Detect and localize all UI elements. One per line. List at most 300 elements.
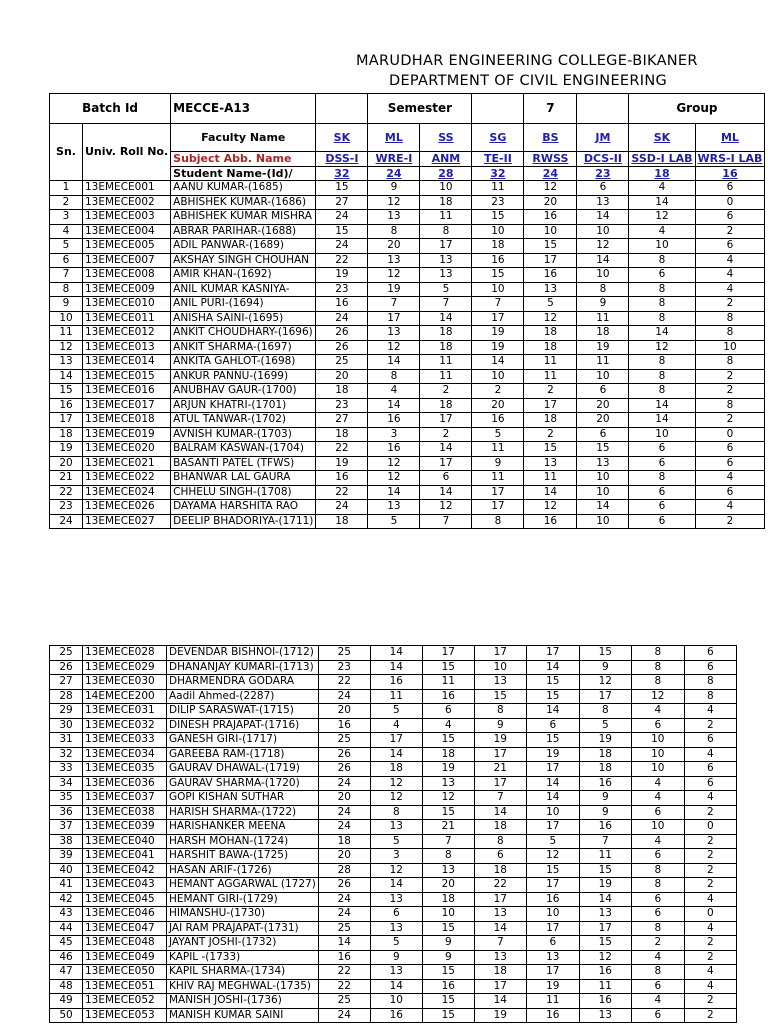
mark-cell: 4 <box>684 704 736 719</box>
name-cell: DEELIP BHADORIYA-(1711) <box>171 514 316 529</box>
roll-cell: 13EMECE022 <box>83 471 171 486</box>
roll-cell: 13EMECE026 <box>83 500 171 515</box>
mark-cell: 8 <box>370 805 422 820</box>
table-row <box>50 500 765 515</box>
mark-cell: 4 <box>695 268 765 283</box>
table-row <box>50 210 765 225</box>
name-cell: KAPIL SHARMA-(1734) <box>167 965 319 980</box>
mark-cell: 2 <box>684 863 736 878</box>
mark-cell: 8 <box>695 398 765 413</box>
roll-cell: 13EMECE052 <box>83 994 167 1009</box>
total-link[interactable]: 24 <box>368 166 420 181</box>
mark-cell: 6 <box>631 1008 684 1023</box>
mark-cell: 24 <box>318 892 370 907</box>
name-cell: ANUBHAV GAUR-(1700) <box>171 384 316 399</box>
mark-cell: 7 <box>368 297 420 312</box>
name-cell: HEMANT AGGARWAL (1727) <box>167 878 319 893</box>
subject-link[interactable]: ANM <box>420 152 472 167</box>
mark-cell: 18 <box>422 892 474 907</box>
roll-cell: 13EMECE032 <box>83 718 167 733</box>
mark-cell: 27 <box>316 195 368 210</box>
mark-cell: 13 <box>420 253 472 268</box>
name-cell: ANKIT SHARMA-(1697) <box>171 340 316 355</box>
mark-cell: 16 <box>318 950 370 965</box>
mark-cell: 14 <box>472 355 524 370</box>
mark-cell: 11 <box>420 355 472 370</box>
mark-cell: 16 <box>579 965 631 980</box>
mark-cell: 18 <box>472 239 524 254</box>
total-link[interactable]: 16 <box>695 166 765 181</box>
mark-cell: 4 <box>370 718 422 733</box>
sn-cell: 44 <box>50 921 83 936</box>
mark-cell: 8 <box>695 355 765 370</box>
subject-link[interactable]: DSS-I <box>316 152 368 167</box>
mark-cell: 13 <box>368 500 420 515</box>
mark-cell: 6 <box>695 456 765 471</box>
mark-cell: 6 <box>631 979 684 994</box>
marks-table-1 <box>49 93 765 529</box>
mark-cell: 17 <box>422 646 474 661</box>
mark-cell: 24 <box>318 907 370 922</box>
mark-cell: 26 <box>318 747 370 762</box>
mark-cell: 24 <box>318 776 370 791</box>
table-row <box>50 1008 737 1023</box>
total-link[interactable]: 32 <box>472 166 524 181</box>
mark-cell: 14 <box>370 646 422 661</box>
mark-cell: 13 <box>577 456 629 471</box>
mark-cell: 14 <box>420 485 472 500</box>
roll-cell: 13EMECE017 <box>83 398 171 413</box>
mark-cell: 10 <box>631 733 684 748</box>
mark-cell: 6 <box>631 849 684 864</box>
mark-cell: 24 <box>318 1008 370 1023</box>
mark-cell: 2 <box>631 936 684 951</box>
mark-cell: 6 <box>422 704 474 719</box>
mark-cell: 13 <box>370 820 422 835</box>
mark-cell: 15 <box>316 181 368 196</box>
sn-cell: 43 <box>50 907 83 922</box>
table-row <box>50 355 765 370</box>
roll-cell: 13EMECE003 <box>83 210 171 225</box>
faculty-link[interactable]: SK <box>316 124 368 152</box>
name-cell: AANU KUMAR-(1685) <box>171 181 316 196</box>
name-cell: HIMANSHU-(1730) <box>167 907 319 922</box>
mark-cell: 15 <box>579 863 631 878</box>
mark-cell: 28 <box>318 863 370 878</box>
mark-cell: 8 <box>420 224 472 239</box>
mark-cell: 8 <box>629 471 695 486</box>
table-row <box>50 268 765 283</box>
mark-cell: 18 <box>316 514 368 529</box>
roll-cell: 13EMECE029 <box>83 660 167 675</box>
mark-cell: 0 <box>684 820 736 835</box>
mark-cell: 14 <box>629 413 695 428</box>
name-cell: ANISHA SAINI-(1695) <box>171 311 316 326</box>
mark-cell: 6 <box>631 907 684 922</box>
table-row <box>50 762 737 777</box>
roll-cell: 13EMECE030 <box>83 675 167 690</box>
table-row <box>50 398 765 413</box>
sn-cell: 8 <box>50 282 83 297</box>
mark-cell: 12 <box>420 500 472 515</box>
mark-cell: 2 <box>695 413 765 428</box>
roll-cell: 13EMECE043 <box>83 878 167 893</box>
mark-cell: 19 <box>316 456 368 471</box>
mark-cell: 25 <box>316 355 368 370</box>
mark-cell: 6 <box>629 442 695 457</box>
mark-cell: 10 <box>524 224 577 239</box>
sn-cell: 2 <box>50 195 83 210</box>
roll-cell: 13EMECE035 <box>83 762 167 777</box>
sn-cell: 24 <box>50 514 83 529</box>
mark-cell: 10 <box>631 762 684 777</box>
sn-cell: 6 <box>50 253 83 268</box>
mark-cell: 6 <box>695 239 765 254</box>
mark-cell: 17 <box>526 820 579 835</box>
mark-cell: 17 <box>526 921 579 936</box>
mark-cell: 10 <box>474 660 526 675</box>
mark-cell: 24 <box>318 820 370 835</box>
mark-cell: 9 <box>577 297 629 312</box>
mark-cell: 14 <box>577 210 629 225</box>
mark-cell: 15 <box>577 442 629 457</box>
mark-cell: 20 <box>472 398 524 413</box>
mark-cell: 7 <box>472 297 524 312</box>
mark-cell: 18 <box>370 762 422 777</box>
mark-cell: 10 <box>631 747 684 762</box>
mark-cell: 2 <box>695 384 765 399</box>
mark-cell: 6 <box>577 384 629 399</box>
mark-cell: 14 <box>526 791 579 806</box>
mark-cell: 14 <box>474 921 526 936</box>
mark-cell: 4 <box>684 791 736 806</box>
roll-cell: 13EMECE024 <box>83 485 171 500</box>
name-cell: MANISH KUMAR SAINI <box>167 1008 319 1023</box>
mark-cell: 9 <box>472 456 524 471</box>
mark-cell: 14 <box>370 660 422 675</box>
mark-cell: 2 <box>684 718 736 733</box>
table-row <box>50 369 765 384</box>
mark-cell: 24 <box>316 311 368 326</box>
mark-cell: 13 <box>368 253 420 268</box>
mark-cell: 15 <box>422 660 474 675</box>
name-cell: ANKIT CHOUDHARY-(1696) <box>171 326 316 341</box>
mark-cell: 11 <box>577 311 629 326</box>
table-row <box>50 646 737 661</box>
table-row <box>50 994 737 1009</box>
name-cell: DINESH PRAJAPAT-(1716) <box>167 718 319 733</box>
mark-cell: 2 <box>524 427 577 442</box>
sn-cell: 37 <box>50 820 83 835</box>
mark-cell: 9 <box>579 660 631 675</box>
mark-cell: 15 <box>526 863 579 878</box>
roll-cell: 13EMECE037 <box>83 791 167 806</box>
mark-cell: 18 <box>474 965 526 980</box>
table-row <box>50 384 765 399</box>
mark-cell: 9 <box>579 805 631 820</box>
faculty-link[interactable]: SG <box>472 124 524 152</box>
mark-cell: 24 <box>316 239 368 254</box>
name-cell: BHANWAR LAL GAURA <box>171 471 316 486</box>
mark-cell: 23 <box>316 398 368 413</box>
mark-cell: 22 <box>318 965 370 980</box>
total-link[interactable]: 18 <box>629 166 695 181</box>
mark-cell: 8 <box>629 369 695 384</box>
mark-cell: 17 <box>524 398 577 413</box>
name-cell: HARISH SHARMA-(1722) <box>167 805 319 820</box>
mark-cell: 16 <box>524 268 577 283</box>
sn-cell: 16 <box>50 398 83 413</box>
faculty-link[interactable]: JM <box>577 124 629 152</box>
mark-cell: 9 <box>422 950 474 965</box>
mark-cell: 17 <box>370 733 422 748</box>
mark-cell: 8 <box>695 311 765 326</box>
table-row <box>50 282 765 297</box>
mark-cell: 10 <box>629 239 695 254</box>
mark-cell: 12 <box>368 340 420 355</box>
roll-cell: 13EMECE021 <box>83 456 171 471</box>
total-link[interactable]: 23 <box>577 166 629 181</box>
mark-cell: 6 <box>631 805 684 820</box>
name-cell: ABRAR PARIHAR-(1688) <box>171 224 316 239</box>
mark-cell: 18 <box>579 747 631 762</box>
sn-header: Sn. <box>50 124 83 181</box>
name-cell: ARJUN KHATRI-(1701) <box>171 398 316 413</box>
faculty-link[interactable]: ML <box>368 124 420 152</box>
mark-cell: 6 <box>474 849 526 864</box>
mark-cell: 12 <box>579 950 631 965</box>
mark-cell: 11 <box>472 181 524 196</box>
table-row <box>50 413 765 428</box>
sn-cell: 13 <box>50 355 83 370</box>
marks-table-2 <box>49 645 737 1023</box>
roll-cell: 13EMECE020 <box>83 442 171 457</box>
mark-cell: 18 <box>318 834 370 849</box>
mark-cell: 10 <box>577 224 629 239</box>
mark-cell: 14 <box>368 485 420 500</box>
subject-link[interactable]: WRS-I LAB <box>695 152 765 167</box>
mark-cell: 14 <box>526 704 579 719</box>
roll-cell: 13EMECE004 <box>83 224 171 239</box>
mark-cell: 5 <box>579 718 631 733</box>
mark-cell: 16 <box>318 718 370 733</box>
name-cell: ANKITA GAHLOT-(1698) <box>171 355 316 370</box>
mark-cell: 6 <box>631 892 684 907</box>
mark-cell: 2 <box>472 384 524 399</box>
mark-cell: 12 <box>422 791 474 806</box>
mark-cell: 6 <box>695 485 765 500</box>
faculty-link[interactable]: SS <box>420 124 472 152</box>
mark-cell: 6 <box>684 646 736 661</box>
roll-cell: 13EMECE049 <box>83 950 167 965</box>
mark-cell: 4 <box>684 892 736 907</box>
mark-cell: 7 <box>474 936 526 951</box>
faculty-link[interactable]: SK <box>629 124 695 152</box>
mark-cell: 11 <box>472 471 524 486</box>
mark-cell: 13 <box>577 195 629 210</box>
mark-cell: 5 <box>524 297 577 312</box>
mark-cell: 3 <box>370 849 422 864</box>
batch-row <box>50 94 765 124</box>
mark-cell: 14 <box>526 776 579 791</box>
mark-cell: 11 <box>524 355 577 370</box>
mark-cell: 25 <box>318 994 370 1009</box>
sn-cell: 26 <box>50 660 83 675</box>
mark-cell: 24 <box>316 500 368 515</box>
mark-cell: 15 <box>316 224 368 239</box>
mark-cell: 16 <box>422 689 474 704</box>
table-row <box>50 311 765 326</box>
semester-label: Semester <box>368 94 472 124</box>
mark-cell: 17 <box>472 311 524 326</box>
roll-cell: 13EMECE019 <box>83 427 171 442</box>
name-cell: GAREEBA RAM-(1718) <box>167 747 319 762</box>
name-cell: ADIL PANWAR-(1689) <box>171 239 316 254</box>
mark-cell: 8 <box>695 326 765 341</box>
sn-cell: 12 <box>50 340 83 355</box>
subject-link[interactable]: DCS-II <box>577 152 629 167</box>
roll-cell: 13EMECE031 <box>83 704 167 719</box>
roll-cell: 13EMECE038 <box>83 805 167 820</box>
mark-cell: 16 <box>524 514 577 529</box>
mark-cell: 4 <box>629 224 695 239</box>
roll-cell: 13EMECE036 <box>83 776 167 791</box>
mark-cell: 24 <box>318 805 370 820</box>
roll-cell: 13EMECE001 <box>83 181 171 196</box>
roll-cell: 13EMECE050 <box>83 965 167 980</box>
mark-cell: 13 <box>422 776 474 791</box>
mark-cell: 15 <box>422 921 474 936</box>
roll-cell: 13EMECE045 <box>83 892 167 907</box>
roll-cell: 13EMECE011 <box>83 311 171 326</box>
mark-cell: 22 <box>318 675 370 690</box>
mark-cell: 12 <box>629 210 695 225</box>
mark-cell: 26 <box>318 878 370 893</box>
mark-cell: 17 <box>474 747 526 762</box>
mark-cell: 5 <box>420 282 472 297</box>
mark-cell: 21 <box>422 820 474 835</box>
subject-link[interactable]: TE-II <box>472 152 524 167</box>
table-row <box>50 878 737 893</box>
name-cell: DHARMENDRA GODARA <box>167 675 319 690</box>
mark-cell: 18 <box>316 427 368 442</box>
table-row <box>50 239 765 254</box>
sn-cell: 20 <box>50 456 83 471</box>
subject-link[interactable]: RWSS <box>524 152 577 167</box>
roll-cell: 13EMECE040 <box>83 834 167 849</box>
mark-cell: 15 <box>422 733 474 748</box>
mark-cell: 10 <box>629 427 695 442</box>
sn-cell: 41 <box>50 878 83 893</box>
mark-cell: 14 <box>629 326 695 341</box>
mark-cell: 6 <box>629 268 695 283</box>
mark-cell: 4 <box>631 834 684 849</box>
mark-cell: 12 <box>524 500 577 515</box>
name-cell: AKSHAY SINGH CHOUHAN <box>171 253 316 268</box>
mark-cell: 15 <box>579 936 631 951</box>
table-row <box>50 471 765 486</box>
mark-cell: 6 <box>684 762 736 777</box>
mark-cell: 12 <box>579 675 631 690</box>
name-cell: ANIL KUMAR KASNIYA- <box>171 282 316 297</box>
mark-cell: 11 <box>420 369 472 384</box>
roll-cell: 13EMECE034 <box>83 747 167 762</box>
total-link[interactable]: 28 <box>420 166 472 181</box>
mark-cell: 14 <box>420 442 472 457</box>
mark-cell: 18 <box>474 863 526 878</box>
total-link[interactable]: 24 <box>524 166 577 181</box>
table-row <box>50 747 737 762</box>
name-cell: DHANANJAY KUMARI-(1713) <box>167 660 319 675</box>
name-cell: MANISH JOSHI-(1736) <box>167 994 319 1009</box>
mark-cell: 14 <box>368 355 420 370</box>
mark-cell: 21 <box>474 762 526 777</box>
mark-cell: 18 <box>524 326 577 341</box>
total-link[interactable]: 32 <box>316 166 368 181</box>
mark-cell: 8 <box>684 689 736 704</box>
mark-cell: 15 <box>524 239 577 254</box>
table-row <box>50 224 765 239</box>
mark-cell: 14 <box>579 892 631 907</box>
name-cell: HEMANT GIRI-(1729) <box>167 892 319 907</box>
mark-cell: 9 <box>370 950 422 965</box>
mark-cell: 22 <box>316 485 368 500</box>
mark-cell: 17 <box>474 979 526 994</box>
roll-cell: 13EMECE042 <box>83 863 167 878</box>
faculty-link[interactable]: BS <box>524 124 577 152</box>
table-row <box>50 820 737 835</box>
name-cell: ANKUR PANNU-(1699) <box>171 369 316 384</box>
roll-cell: 13EMECE051 <box>83 979 167 994</box>
mark-cell: 10 <box>472 282 524 297</box>
sn-cell: 5 <box>50 239 83 254</box>
mark-cell: 2 <box>695 514 765 529</box>
mark-cell: 15 <box>422 994 474 1009</box>
sn-cell: 29 <box>50 704 83 719</box>
mark-cell: 9 <box>422 936 474 951</box>
faculty-row <box>50 124 765 152</box>
roll-cell: 13EMECE002 <box>83 195 171 210</box>
mark-cell: 18 <box>524 340 577 355</box>
table-row <box>50 181 765 196</box>
subject-link[interactable]: WRE-I <box>368 152 420 167</box>
table-row <box>50 485 765 500</box>
mark-cell: 6 <box>526 936 579 951</box>
table-row <box>50 834 737 849</box>
sn-cell: 42 <box>50 892 83 907</box>
table-row <box>50 892 737 907</box>
table-row <box>50 921 737 936</box>
table-row <box>50 704 737 719</box>
sn-cell: 23 <box>50 500 83 515</box>
roll-cell: 13EMECE047 <box>83 921 167 936</box>
mark-cell: 19 <box>316 268 368 283</box>
mark-cell: 8 <box>474 834 526 849</box>
roll-cell: 13EMECE012 <box>83 326 171 341</box>
table-row <box>50 907 737 922</box>
faculty-link[interactable]: ML <box>695 124 765 152</box>
sn-cell: 1 <box>50 181 83 196</box>
mark-cell: 6 <box>577 427 629 442</box>
mark-cell: 19 <box>472 326 524 341</box>
subject-link[interactable]: SSD-I LAB <box>629 152 695 167</box>
mark-cell: 26 <box>316 326 368 341</box>
mark-cell: 17 <box>420 239 472 254</box>
table-row <box>50 253 765 268</box>
roll-cell: 13EMECE041 <box>83 849 167 864</box>
subject-header: Subject Abb. Name <box>171 152 316 167</box>
mark-cell: 19 <box>474 1008 526 1023</box>
